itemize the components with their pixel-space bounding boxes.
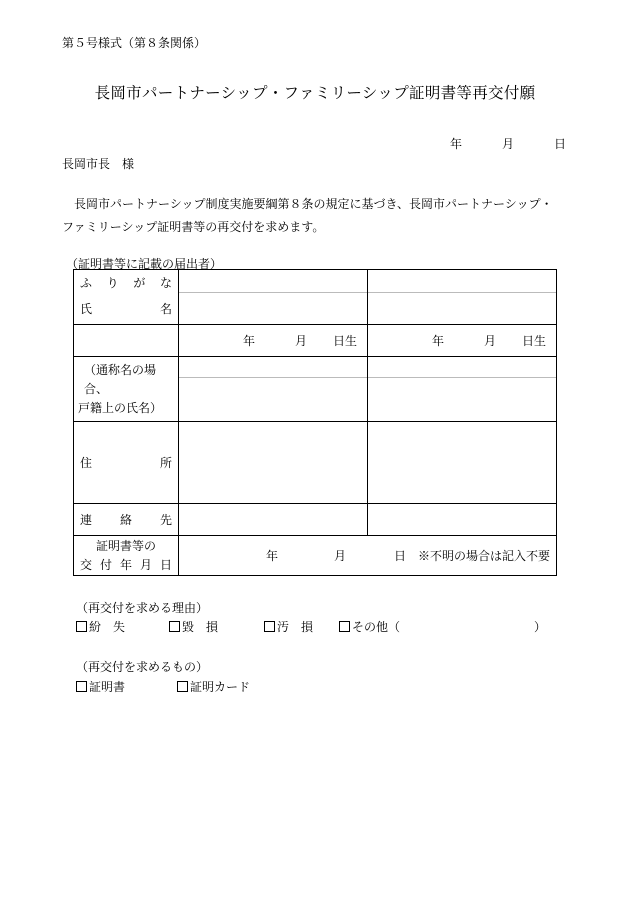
furigana-input-2[interactable] (368, 270, 556, 292)
reason-damaged-label: 毀 損 (182, 620, 219, 634)
reason-other-close: ） (534, 620, 547, 634)
name-label: 氏 名 (80, 301, 172, 316)
page-title: 長岡市パートナーシップ・ファミリーシップ証明書等再交付願 (94, 84, 536, 102)
dob-label-cell (74, 325, 179, 357)
reason-other-checkbox[interactable] (339, 621, 350, 632)
date-day-label: 日 (553, 137, 566, 151)
alias-label: （通称名の場合、 戸籍上の氏名） (74, 357, 179, 422)
name-row (74, 270, 557, 325)
issue-year-label: 年 (265, 549, 278, 563)
dob-cell-person2[interactable]: 年 月 日生 (368, 325, 557, 357)
reason-other-label: その他（ (352, 620, 401, 634)
issue-date-cell[interactable] (179, 536, 557, 576)
applicant-section-label: （証明書等に記載の届出者） (66, 257, 223, 271)
name-label-cell (74, 270, 179, 325)
contact-cell-person2[interactable] (368, 504, 557, 536)
name-cell-person2[interactable] (368, 270, 557, 325)
address-label: 住 所 (74, 422, 179, 504)
contact-cell-person1[interactable] (179, 504, 368, 536)
form-number: 第５号様式（第８条関係） (62, 36, 207, 50)
date-day-input[interactable] (514, 135, 554, 152)
issue-note: ※不明の場合は記入不要 (417, 549, 550, 563)
dob-cell-person1[interactable]: 年 月 日生 (179, 325, 368, 357)
issue-date-label: 証明書等の 交 付 年 月 日 (74, 536, 179, 576)
reason-damaged-checkbox[interactable] (169, 621, 180, 632)
item-certificate-label: 証明書 (89, 680, 126, 694)
alias-cell-person2[interactable] (368, 357, 557, 422)
reason-lost-checkbox[interactable] (76, 621, 87, 632)
item-certificate-checkbox[interactable] (76, 681, 87, 692)
item-card-label: 証明カード (190, 680, 251, 694)
item-card-checkbox[interactable] (177, 681, 188, 692)
date-year-label: 年 (449, 137, 462, 151)
reason-soiled-checkbox[interactable] (264, 621, 275, 632)
applicant-table (73, 269, 557, 576)
intro-text (62, 193, 572, 239)
issue-month-label: 月 (333, 549, 346, 563)
contact-row (74, 504, 557, 536)
name-cell-person1[interactable] (179, 270, 368, 325)
intro-line-1: 長岡市パートナーシップ制度実施要綱第８条の規定に基づき、長岡市パートナーシップ・ (74, 197, 553, 211)
address-cell-person2[interactable] (368, 422, 557, 504)
name-input-1[interactable] (179, 292, 367, 324)
addressee: 長岡市長 様 (62, 157, 135, 171)
alias-cell-person1[interactable] (179, 357, 368, 422)
alias-row (74, 357, 557, 422)
date-month-label: 月 (501, 137, 514, 151)
date-month-input[interactable] (462, 135, 502, 152)
address-row (74, 422, 557, 504)
item-options (76, 678, 250, 695)
name-input-2[interactable] (368, 292, 556, 324)
application-date (394, 135, 566, 152)
intro-line-2: ファミリーシップ証明書等の再交付を求めます。 (62, 220, 325, 234)
reason-soiled-label: 汚 損 (277, 620, 314, 634)
reason-section-label: （再交付を求める理由） (76, 601, 209, 615)
reason-options (76, 618, 546, 635)
reason-lost-label: 紛 失 (89, 620, 126, 634)
furigana-label: ふ り が な (80, 275, 172, 290)
furigana-input-1[interactable] (179, 270, 367, 292)
contact-label: 連 絡 先 (74, 504, 179, 536)
address-cell-person1[interactable] (179, 422, 368, 504)
date-year-input[interactable] (394, 135, 450, 152)
issue-day-label: 日 (393, 549, 406, 563)
item-section-label: （再交付を求めるもの） (76, 660, 209, 674)
issue-date-row (74, 536, 557, 576)
dob-row (74, 325, 557, 357)
